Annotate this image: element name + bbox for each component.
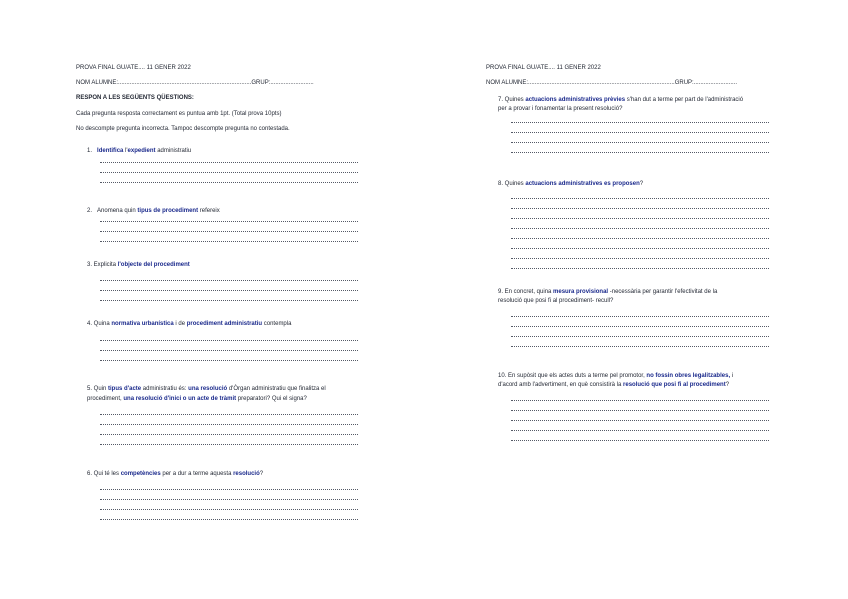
answer-line[interactable] [511, 208, 769, 209]
question-9-line-1: 9. En concret, quina mesura provisional -necessària per garantir l'efectivitat de la [498, 289, 718, 295]
question-9-line-2: resolució que posi fi al procediment- recull? [498, 298, 614, 304]
answer-line[interactable] [511, 336, 769, 337]
answer-line[interactable] [100, 172, 358, 173]
question-2: 2. Anomena quin tipus de procediment refereix [87, 208, 220, 214]
answer-line[interactable] [100, 350, 358, 351]
answer-line[interactable] [100, 300, 358, 301]
answer-line[interactable] [100, 489, 358, 490]
answer-line[interactable] [100, 280, 358, 281]
answer-line[interactable] [100, 290, 358, 291]
exam-title: PROVA FINAL GU/ATE.... 11 GENER 2022 [486, 65, 601, 71]
answer-line[interactable] [100, 444, 358, 445]
answer-line[interactable] [511, 430, 769, 431]
question-5-line-2: procediment, una resolució d'inici o un acte de tràmit preparatori? Qui el signa? [87, 396, 307, 402]
question-10-line-2: d'acord amb l'advertiment, en què consistirà la resolució que posi fi al procediment? [498, 382, 730, 388]
answer-line[interactable] [100, 424, 358, 425]
answer-line[interactable] [100, 509, 358, 510]
instructions-scoring: Cada pregunta resposta correctament es puntua amb 1pt. (Total prova 10pts) [76, 111, 282, 117]
answer-line[interactable] [511, 238, 769, 239]
question-8: 8. Quines actuacions administratives es proposen? [498, 181, 644, 187]
answer-line[interactable] [511, 326, 769, 327]
student-name-field[interactable]: NOM ALUMNE:................................................................................GRUP:.......................... [76, 80, 314, 86]
question-6: 6. Qui té les competències per a dur a terme aquesta resolució? [87, 471, 264, 477]
answer-line[interactable] [100, 231, 358, 232]
instructions-heading: RESPON A LES SEGÜENTS QÜESTIONS: [76, 95, 194, 101]
answer-line[interactable] [511, 420, 769, 421]
exam-title: PROVA FINAL GU/ATE.... 11 GENER 2022 [76, 65, 191, 71]
answer-line[interactable] [511, 268, 769, 269]
question-7-line-2: per a provar i fonamentar la present resolució? [498, 106, 623, 112]
answer-line[interactable] [100, 162, 358, 163]
question-4: 4. Quina normativa urbanística i de procediment administratiu contempla [87, 321, 292, 327]
answer-line[interactable] [100, 221, 358, 222]
question-7-line-1: 7. Quines actuacions administratives prèvies s'han dut a terme per part de l'administració [498, 97, 744, 103]
answer-line[interactable] [511, 258, 769, 259]
answer-line[interactable] [511, 248, 769, 249]
question-10-line-1: 10. En supòsit que els actes duts a terme pel promotor, no fossin obres legalitzables, i [498, 373, 734, 379]
answer-line[interactable] [511, 410, 769, 411]
answer-line[interactable] [511, 346, 769, 347]
question-5-line-1: 5. Quin tipus d'acte administratiu és: una resolució d'Òrgan administratiu que finalitza el [87, 386, 326, 392]
answer-line[interactable] [511, 132, 769, 133]
student-name-field[interactable]: NOM ALUMNE:........................................................................................GRUP:.......................... [486, 80, 738, 86]
answer-line[interactable] [100, 241, 358, 242]
question-1: 1. Identifica l'expedient administratiu [87, 148, 192, 154]
answer-line[interactable] [100, 519, 358, 520]
answer-line[interactable] [511, 198, 769, 199]
answer-line[interactable] [511, 316, 769, 317]
answer-line[interactable] [511, 228, 769, 229]
answer-line[interactable] [100, 499, 358, 500]
answer-line[interactable] [100, 434, 358, 435]
answer-line[interactable] [511, 142, 769, 143]
instructions-penalty: No descompte pregunta incorrecta. Tampoc descompte pregunta no contestada. [76, 126, 290, 132]
answer-line[interactable] [511, 122, 769, 123]
answer-line[interactable] [511, 218, 769, 219]
right-page [424, 0, 848, 599]
question-3: 3. Explicita l'objecte del procediment [87, 262, 190, 268]
answer-line[interactable] [100, 414, 358, 415]
answer-line[interactable] [100, 360, 358, 361]
answer-line[interactable] [511, 400, 769, 401]
answer-line[interactable] [100, 340, 358, 341]
answer-line[interactable] [511, 152, 769, 153]
answer-line[interactable] [511, 440, 769, 441]
answer-line[interactable] [100, 182, 358, 183]
